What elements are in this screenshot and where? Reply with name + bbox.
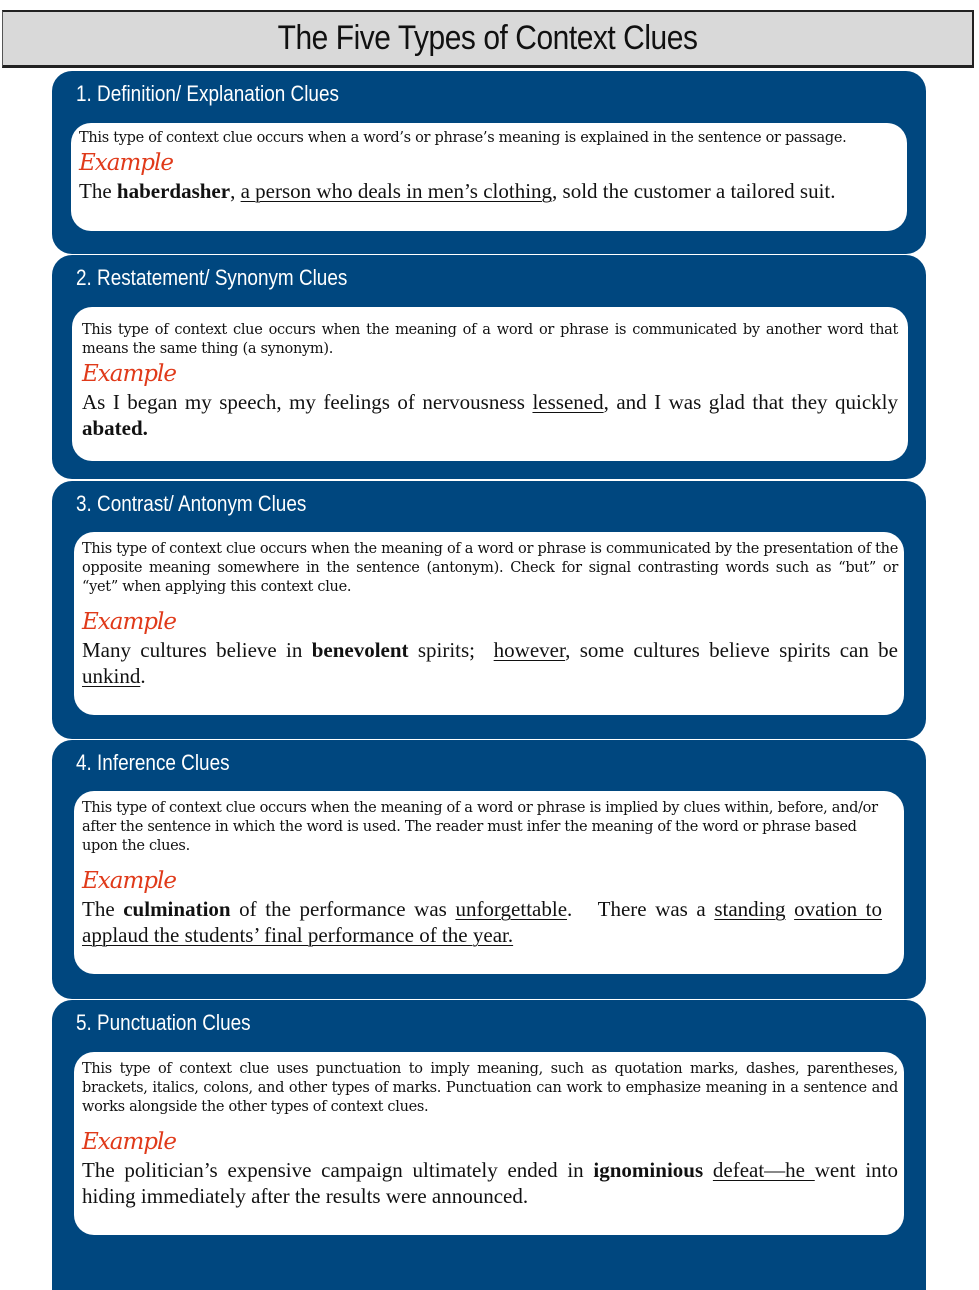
example-text <box>786 897 795 921</box>
example-text <box>703 1158 713 1182</box>
clue-description: This type of context clue occurs when the meaning of a word or phrase is communicated by the presentation of the opposite meaning somewhere in the sentence (antonym). Check for signal contrasting words such as “but” or “yet” when applying this context clue. <box>82 541 898 595</box>
example-sentence <box>79 178 899 204</box>
example-text: . There was a <box>567 897 715 921</box>
clue-description: This type of context clue uses punctuation to imply meaning, such as quotation marks, dashes, parentheses, brackets, italics, colons, and other types of marks. Punctuation can work to emphasize meaning in a sentence and works alongside the other types of context clues. <box>82 1061 898 1115</box>
example-text: , and I was glad that they quickly <box>603 390 898 414</box>
target-word: culmination <box>123 897 231 921</box>
clue-phrase: unforgettable <box>455 897 568 921</box>
example-sentence <box>82 637 898 689</box>
example-text: went into hiding immediately after the results were announced. <box>82 1158 898 1208</box>
clue-phrase: standing <box>714 897 786 921</box>
clue-content-box <box>74 532 904 715</box>
clue-content-box <box>74 1052 904 1235</box>
example-label: Example <box>82 868 176 894</box>
clue-heading: 4. Inference Clues <box>76 750 230 775</box>
clue-heading: 1. Definition/ Explanation Clues <box>76 81 339 106</box>
example-sentence <box>82 389 898 441</box>
clue-card-contrast <box>52 481 926 739</box>
title-bar <box>2 10 974 68</box>
clue-content-box <box>74 791 904 974</box>
example-text: , <box>230 179 241 203</box>
target-word: benevolent <box>311 638 409 662</box>
example-text: . <box>140 664 146 688</box>
clue-description: This type of context clue occurs when the meaning of a word or phrase is communicated by another word that means the same thing (a synonym). <box>82 322 898 357</box>
example-text: , some cultures believe spirits can be <box>565 638 898 662</box>
example-label: Example <box>82 361 176 387</box>
clue-phrase: however <box>493 638 566 662</box>
clue-heading: 3. Contrast/ Antonym Clues <box>76 491 307 516</box>
example-sentence <box>82 896 882 948</box>
example-text: The politician’s expensive campaign ultimately ended in <box>82 1158 594 1182</box>
example-text: spirits; <box>408 638 494 662</box>
example-text: As I began my speech, my feelings of nervousness <box>82 390 533 414</box>
clue-card-inference <box>52 740 926 999</box>
clue-phrase: lessened <box>532 390 604 414</box>
clue-phrase: a person who deals in men’s clothing <box>240 179 553 203</box>
example-sentence <box>82 1157 898 1209</box>
clue-card-definition <box>52 71 926 254</box>
clue-description: This type of context clue occurs when the meaning of a word or phrase is implied by clues within, before, and/or after the sentence in which the word is used. The reader must infer the meaning of the word or phrase based upon the clues. <box>82 800 878 854</box>
example-label: Example <box>79 150 173 176</box>
example-text: of the performance was <box>230 897 456 921</box>
example-label: Example <box>82 1129 176 1155</box>
clue-phrase: unkind <box>82 664 141 688</box>
clue-heading: 5. Punctuation Clues <box>76 1010 251 1035</box>
example-text: The <box>82 897 124 921</box>
clue-content-box <box>72 307 908 461</box>
clue-phrase: defeat—he <box>712 1158 815 1182</box>
example-label: Example <box>82 609 176 635</box>
target-word: abated. <box>82 416 148 440</box>
page-title: The Five Types of Context Clues <box>277 19 698 57</box>
clue-heading: 2. Restatement/ Synonym Clues <box>76 265 348 290</box>
target-word: haberdasher <box>116 179 231 203</box>
target-word: ignominious <box>593 1158 704 1182</box>
clue-card-restatement <box>52 255 926 479</box>
example-text: The <box>79 179 117 203</box>
example-text: , sold the customer a tailored suit. <box>552 179 836 203</box>
clue-phrase: ovation to applaud the students’ final performance of the year. <box>82 897 883 947</box>
example-text: Many cultures believe in <box>82 638 312 662</box>
clue-description: This type of context clue occurs when a word’s or phrase’s meaning is explained in the sentence or passage. <box>79 130 847 146</box>
clue-card-punctuation <box>52 1000 926 1290</box>
clue-content-box <box>71 123 907 231</box>
